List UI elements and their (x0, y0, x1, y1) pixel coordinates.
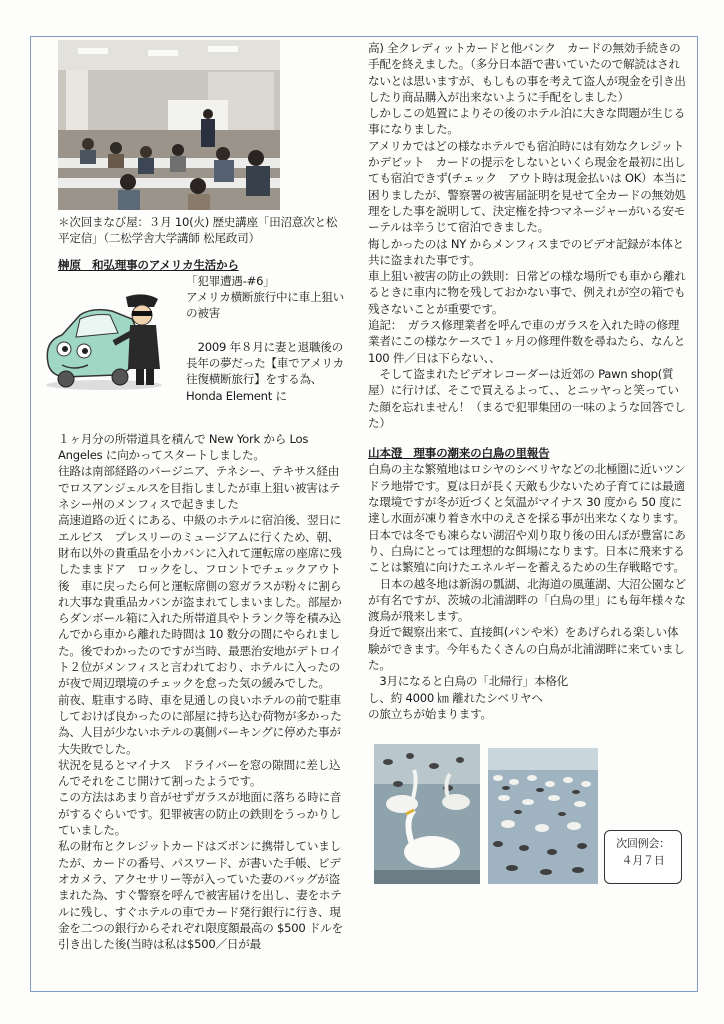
next-meeting-date: ４月７日 (621, 854, 665, 868)
swan-flock-photo (488, 748, 598, 884)
story-subtitle: アメリカ横断旅行中に車上狙いの被害 (186, 290, 345, 321)
swan-paragraph: 日本の越冬地は新潟の瓢湖、北海道の風蓮湖、大沼公園などが有名ですが、茨城の北浦湖畔の「白鳥の里」にも毎年様々な渡鳥が飛来します。 (368, 576, 686, 624)
left-paragraph: 高速道路の近くにある、中級のホテルに宿泊後、翌日にエルビス プレスリーのミュージアムに行くため、朝、財布以外の貴重品を小カバンに入れて運転席の座席に残したままドア ロックをし、フロントでチェックアウト後 車に戻ったら何と運転席側の窓ガラスが粉々に割られ大事な貴重品カバンが盗まれてしまいました。部屋からダンボール箱に入れた所帯道具やトランク等を積み込んでから車から離れた時間は 10 数分の間にやられました。後でわかったのですが当時、最悪治安地がデトロイト２位がメンフィスと言われており、ホテルに入ったのが夜で周辺環境のチェックを怠った気の緩みでした。 (58, 513, 342, 691)
right-column (368, 40, 688, 884)
swan-paragraph: 身近で観察出来て、直接餌(パンや米）をあげられる楽しい体験ができます。今年もたくさんの白鳥が北浦湖畔に来ていました。 (368, 625, 685, 672)
left-paragraph: 私の財布とクレジットカードはズボンに携帯していましたが、カードの番号、パスワード、が書いた手帳、ビデオカメラ、アクセサリー等が入っていた妻のバッグが盗まれた為、すぐ警察を呼んで被害届けを出し、妻をホテルに残し、すぐホテルの車でカード発行銀行に行き、現金を二つの銀行からそれぞれ限度額最高の $500 ドルを引き出した後(当時は私は$500／日が最 (58, 839, 343, 952)
next-meeting-label: 次回例会： (616, 837, 670, 851)
next-meeting-box (604, 830, 682, 884)
right-paragraph: 高) 全クレディットカードと他バンク カードの無効手続きの手配を終えました。（多分日本語で書いていたので解読はされないとは思いますが、もしもの事を考えて盗人が現金を引き出したり商品購入が出来ないように手配をしました） (368, 41, 686, 104)
left-paragraph: 往路は南部経路のバージニア、テネシー、テキサス経由でロスアンジェルスを目指しましたが車上狙い被害はテネシー州のメンフィスで起きました (58, 464, 341, 512)
swan-photos (368, 744, 688, 884)
swan-paragraph: 3月になると白鳥の「北帰行」本格化し、約 4000 ㎞ 離れたシベリヤへ (368, 674, 568, 705)
swan-paragraph: の旅立ちが始まります。 (368, 706, 492, 721)
left-column (58, 40, 348, 952)
article-heading-yamamoto: 山本澄 理事の潮来の白鳥の里報告 (368, 446, 550, 461)
car-thief-illustration (40, 293, 168, 393)
left-paragraph: １ヶ月分の所帯道具を積んで New York から Los Angeles に向かってスタートしました。 (58, 431, 309, 463)
event-caption: ＊次回まなび屋：３月 10(火) 歴史講座「田沼意次と松平定信」（二松学舎大学講師 松尾政司） (58, 215, 338, 246)
article-heading-sakakibara: 榊原 和弘理事のアメリカ生活から (58, 257, 239, 272)
right-paragraph: しかしこの処置によりその後のホテル泊に大きな問題が生じる事になりました。 (368, 106, 686, 137)
swan-paragraph: 白鳥の主な繁殖地はロシヤのシベリヤなどの北極圏に近いツンドラ地帯です。夏は日が長く天敵も少ないため子育てには最適な環境ですが冬が近づくと気温がマイナス 30 度から 50 度に達し水面が凍り着き水中のえさを採る事が出来なくなります。 (368, 462, 686, 526)
left-paragraph: 状況を見るとマイナス ドライバーを窓の隙間に差し込んでそれをこじ開けて割ったようです。 (58, 757, 341, 789)
right-paragraph: 追記： ガラス修理業者を呼んで車のガラスを入れた時の修理業者にこの様なケースで１ヶ月の修理件数を尋ねたら、なんと 100 件／日は下らない、、 (368, 318, 686, 365)
left-paragraph: この方法はあまり音がせずガラスが地面に落ちる時に音がするぐらいです。犯罪被害の防止の鉄則をうっかりしていました。 (58, 790, 342, 838)
story-intro: 2009 年８月に妻と退職後の長年の夢だった【車でアメリカ往復横断旅行】をする為、Honda Element に (186, 339, 345, 403)
left-paragraph: 前夜、駐車する時、車を見通しの良いホテルの前で駐車しておけば良かったのに部屋に持ち込む荷物が多かった為、人目が少ないホテルの裏側パーキングに停めた事が大失敗でした。 (58, 692, 342, 756)
swan-paragraph: 日本では冬でも凍らない湖沼や刈り取り後の田んぼが豊富にあり、白鳥にとっては理想的な餌場になります。日本に飛来することは繁殖に向けたエネルギーを蓄えるための生存戦略です。 (368, 527, 686, 575)
right-paragraph: そして盗まれたビデオレコーダーは近郊の Pawn shop(質屋）に行けば、そこで買えるよって、、とニッヤっと笑っていた顔を忘れません！（まるで犯罪集団の一味のような回答でした） (368, 366, 686, 430)
lecture-room-photo (58, 40, 280, 210)
story-title: 「犯罪遭遇-#6」 (186, 273, 275, 288)
right-paragraph: 悔しかったのは NY からメンフィスまでのビデオ記録が本体と共に盗まれた事です。 (368, 236, 684, 267)
swan-photo (374, 744, 480, 884)
right-paragraph: アメリカではどの様なホテルでも宿泊時には有効なクレジットかデビット カードの提示をしないといくら現金を最初に出しても宿泊できず(チェック アウト時は現金払いは OK）本当に困りましたが、警察署の被害届証明を見せて全カードの無効処理をした事を説明して、決定権を持つマネージャーがいる安モーテルは辛うじて宿泊できました。 (368, 138, 687, 235)
right-paragraph: 車上狙い被害の防止の鉄則：日常どの様な場所でも車から離れるときに車内に物を残しておかない事で、例えれが空の箱でも残さないことが重要です。 (368, 269, 686, 316)
story-intro-block (58, 273, 348, 435)
